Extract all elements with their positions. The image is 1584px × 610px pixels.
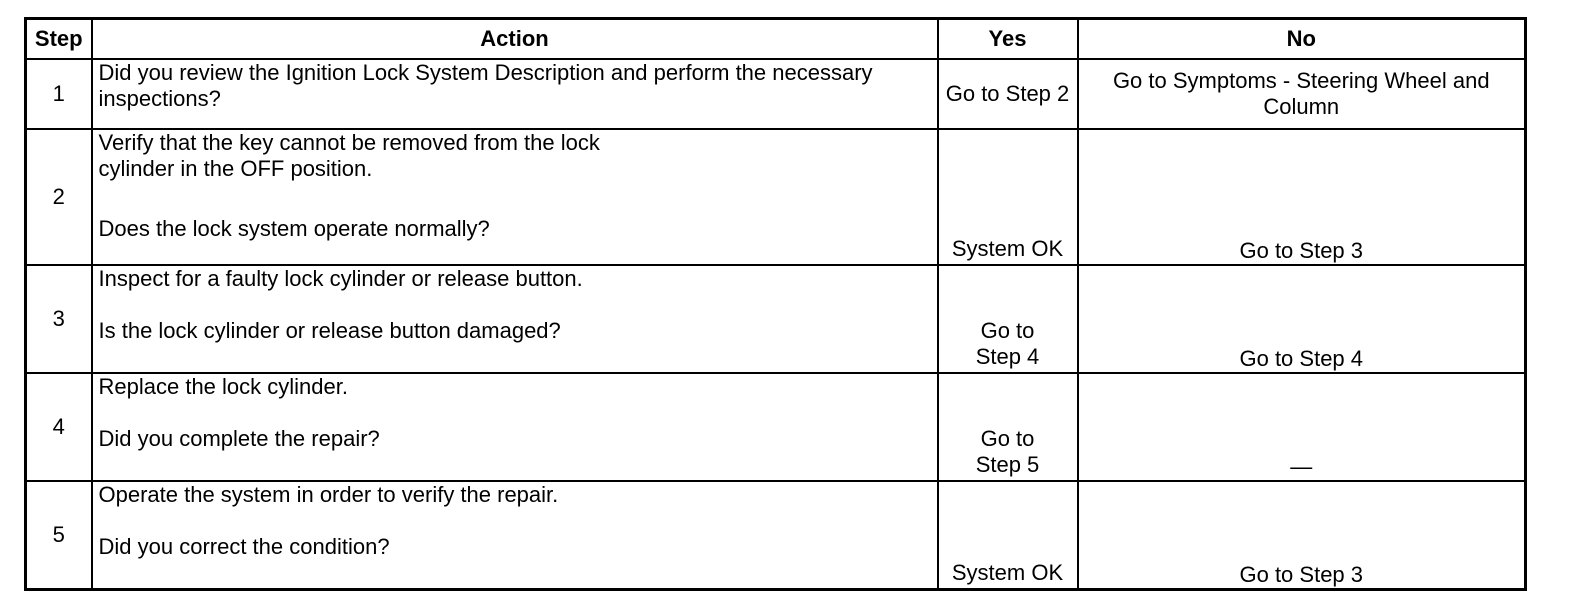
table-row — [26, 129, 1526, 265]
action-cell — [92, 481, 938, 589]
header-yes: Yes — [938, 19, 1078, 60]
no-result: Go to Step 4 — [1078, 265, 1526, 373]
question-text: Is the lock cylinder or release button damaged? — [98, 318, 561, 344]
action-text: Replace the lock cylinder. — [98, 374, 348, 400]
action-cell — [92, 265, 938, 373]
no-result: Go to Symptoms - Steering Wheel and Column — [1078, 59, 1526, 129]
action-text: Did you review the Ignition Lock System Description and perform the necessary inspections? — [98, 60, 873, 112]
action-cell — [92, 373, 938, 481]
header-action: Action — [92, 19, 938, 60]
table-row — [26, 265, 1526, 373]
header-step: Step — [26, 19, 92, 60]
question-text: Does the lock system operate normally? — [98, 216, 490, 242]
no-result: Go to Step 3 — [1078, 129, 1526, 265]
action-text: Operate the system in order to verify the repair. — [98, 482, 559, 508]
header-no: No — [1078, 19, 1526, 60]
action-cell — [92, 59, 938, 129]
header-row — [26, 19, 1526, 60]
action-text: Verify that the key cannot be removed from the lock cylinder in the OFF position. — [98, 130, 600, 182]
step-number: 1 — [26, 59, 92, 129]
no-result: Go to Step 3 — [1078, 481, 1526, 589]
table-row — [26, 481, 1526, 589]
action-cell — [92, 129, 938, 265]
yes-result: Go to Step 5 — [938, 373, 1078, 481]
yes-result: System OK — [938, 481, 1078, 589]
step-number: 3 — [26, 265, 92, 373]
yes-result: Go to Step 4 — [938, 265, 1078, 373]
diagnostic-table — [24, 17, 1527, 591]
step-number: 5 — [26, 481, 92, 589]
yes-result: Go to Step 2 — [938, 59, 1078, 129]
step-number: 2 — [26, 129, 92, 265]
action-text: Inspect for a faulty lock cylinder or release button. — [98, 266, 583, 292]
yes-result: System OK — [938, 129, 1078, 265]
question-text: Did you complete the repair? — [98, 426, 380, 452]
step-number: 4 — [26, 373, 92, 481]
table-row — [26, 373, 1526, 481]
no-result: — — [1078, 373, 1526, 481]
table-row — [26, 59, 1526, 129]
question-text: Did you correct the condition? — [98, 534, 390, 560]
